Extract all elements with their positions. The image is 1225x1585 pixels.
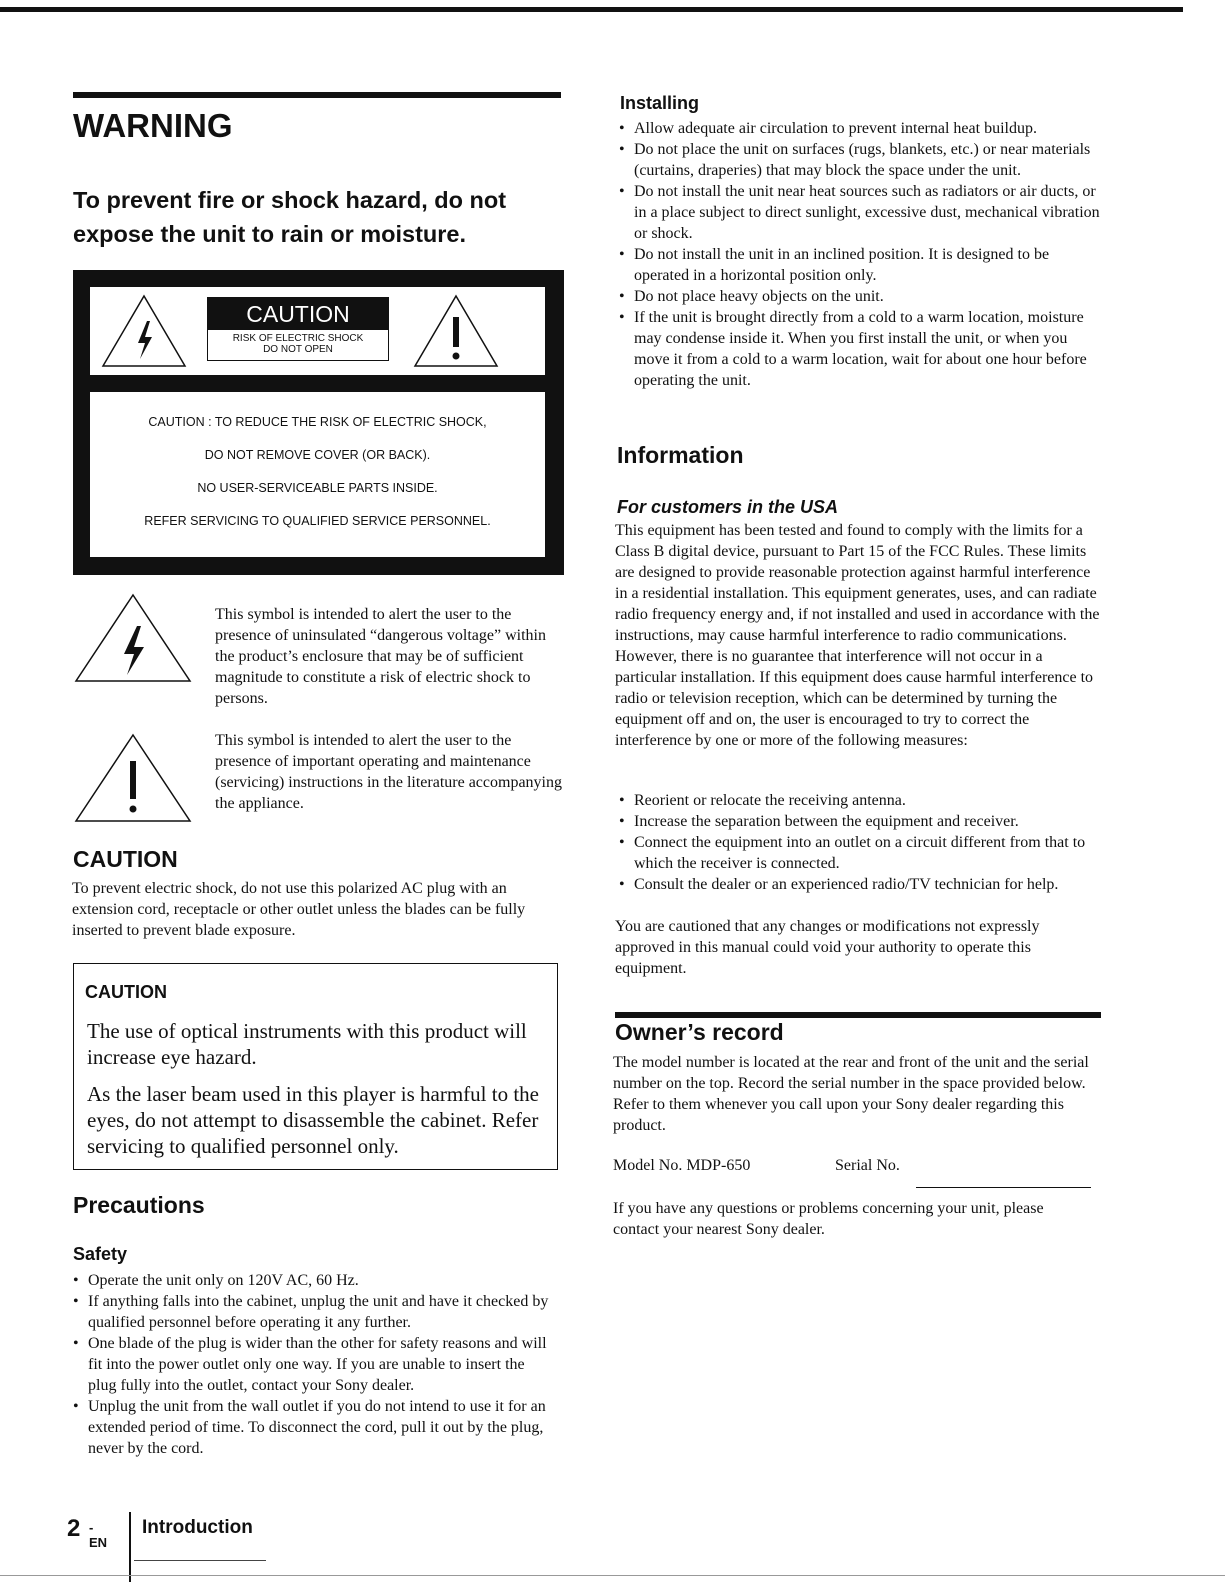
caution-line: CAUTION : TO REDUCE THE RISK OF ELECTRIC SHOCK, bbox=[148, 415, 487, 429]
installing-title: Installing bbox=[620, 93, 700, 113]
laser-caution-title: CAUTION bbox=[85, 982, 167, 1002]
bottom-rule bbox=[0, 1575, 1225, 1576]
serial-field bbox=[916, 1187, 1091, 1188]
caution-sticker-sub1: RISK OF ELECTRIC SHOCK bbox=[232, 333, 364, 344]
list-item: • Allow adequate air circulation to prevent internal heat buildup. bbox=[617, 118, 1102, 139]
owners-rule bbox=[615, 1012, 1101, 1018]
list-item: • Do not place heavy objects on the unit. bbox=[617, 286, 1102, 307]
caution-line: DO NOT REMOVE COVER (OR BACK). bbox=[204, 448, 431, 462]
owners-title: Owner’s record bbox=[615, 1019, 784, 1045]
caution-plug-text: To prevent electric shock, do not use this polarized AC plug with an extension cord, receptacle or other outlet unless the blades can be fully inserted to prevent blade exposure. bbox=[72, 880, 526, 939]
exclamation-symbol-text: This symbol is intended to alert the user to the presence of important operating and maintenance (servicing) instructions in the literature accompanying the appliance. bbox=[215, 732, 562, 812]
page-number: 2 bbox=[67, 1515, 81, 1542]
top-rule bbox=[0, 7, 1183, 12]
closing-text: You are cautioned that any changes or modifications not expressly approved in this manual could void your authority to operate this equipment. bbox=[615, 918, 1040, 977]
laser-caution-box bbox=[73, 963, 558, 1170]
list-item: • If anything falls into the cabinet, unplug the unit and have it checked by qualified personnel before operating it any further. bbox=[71, 1291, 549, 1333]
caution-plug-title: CAUTION bbox=[73, 846, 178, 872]
laser-caution-p2: As the laser beam used in this player is harmful to the eyes, do not attempt to disassemble the cabinet. Refer servicing to qualified personnel only. bbox=[87, 1082, 539, 1158]
footer-divider bbox=[129, 1512, 131, 1582]
precautions-title: Precautions bbox=[73, 1192, 205, 1218]
warning-title: WARNING bbox=[73, 107, 233, 144]
warning-rule bbox=[73, 92, 561, 98]
section-title: Introduction bbox=[142, 1517, 253, 1538]
exclamation-warning-icon bbox=[412, 293, 500, 369]
list-item: • Do not place the unit on surfaces (rugs, blankets, etc.) or near materials (curtains, draperies) that may block the space under the unit. bbox=[617, 139, 1102, 181]
list-item: • Consult the dealer or an experienced radio/TV technician for help. bbox=[617, 874, 1092, 895]
page-lang: -EN bbox=[89, 1520, 108, 1550]
caution-label-text bbox=[90, 392, 545, 557]
list-item: • Reorient or relocate the receiving antenna. bbox=[617, 790, 1092, 811]
safety-list bbox=[71, 1270, 549, 1459]
caution-line: NO USER-SERVICEABLE PARTS INSIDE. bbox=[197, 481, 438, 495]
caution-sticker bbox=[207, 297, 389, 361]
list-item: • Do not install the unit near heat sources such as radiators or air ducts, or in a place subject to direct sunlight, excessive dust, mechanical vibration or shock. bbox=[617, 181, 1102, 244]
exclamation-symbol-icon bbox=[73, 733, 193, 825]
serial-label: Serial No. bbox=[835, 1157, 900, 1174]
lightning-warning-icon bbox=[100, 293, 188, 369]
list-item: • One blade of the plug is wider than the other for safety reasons and will fit into the power outlet only one way. If you are unable to insert the plug fully into the outlet, contact your Sony dealer. bbox=[71, 1333, 549, 1396]
warning-lead: To prevent fire or shock hazard, do not expose the unit to rain or moisture. bbox=[73, 187, 507, 247]
caution-label-top bbox=[90, 287, 545, 375]
list-item: • If the unit is brought directly from a cold to a warm location, moisture may condense inside it. When you first install the unit, or when you move it from a cold to a warm location, wait for about one hour before operating the unit. bbox=[617, 307, 1102, 391]
contact-text: If you have any questions or problems concerning your unit, please contact your nearest Sony dealer. bbox=[613, 1200, 1044, 1238]
model-number: Model No. MDP-650 bbox=[613, 1157, 751, 1174]
safety-title: Safety bbox=[73, 1244, 128, 1264]
list-item: • Connect the equipment into an outlet on a circuit different from that to which the receiver is connected. bbox=[617, 832, 1092, 874]
caution-line: REFER SERVICING TO QUALIFIED SERVICE PERSONNEL. bbox=[144, 514, 491, 528]
laser-caution-p1: The use of optical instruments with this product will increase eye hazard. bbox=[87, 1019, 527, 1069]
lightning-symbol-text: This symbol is intended to alert the user to the presence of uninsulated “dangerous voltage” within the product’s enclosure that may be of sufficient magnitude to constitute a risk of electric shock to persons. bbox=[215, 606, 546, 707]
list-item: • Do not install the unit in an inclined position. It is designed to be operated in a horizontal position only. bbox=[617, 244, 1102, 286]
footer-underline bbox=[134, 1560, 266, 1561]
caution-label-panel bbox=[73, 270, 564, 575]
usa-text: This equipment has been tested and found to comply with the limits for a Class B digital device, pursuant to Part 15 of the FCC Rules. These limits are designed to provide reasonable protection against harmful interference in a residential installation. This equipment generates, uses, and can radiate radio frequency energy and, if not installed and used in accordance with the instructions, may cause harmful interference to radio communications. However, there is no guarantee that interference will not occur in a particular installation. If this equipment does cause harmful interference to radio or television reception, which can be determined by turning the equipment off and on, the user is encouraged to try to correct the interference by one or more of the following measures: bbox=[615, 522, 1100, 749]
measures-list bbox=[617, 790, 1092, 895]
lightning-symbol-icon bbox=[73, 593, 193, 685]
caution-sticker-title: CAUTION bbox=[208, 298, 388, 330]
owners-text: The model number is located at the rear and front of the unit and the serial number on the top. Record the serial number in the space provided below. Refer to them whenever you call upon your Sony dealer regarding this product. bbox=[613, 1054, 1089, 1134]
installing-list bbox=[617, 118, 1102, 391]
information-title: Information bbox=[617, 442, 744, 468]
list-item: • Increase the separation between the equipment and receiver. bbox=[617, 811, 1092, 832]
usa-title: For customers in the USA bbox=[617, 497, 839, 517]
list-item: • Operate the unit only on 120V AC, 60 Hz. bbox=[71, 1270, 549, 1291]
list-item: • Unplug the unit from the wall outlet if you do not intend to use it for an extended period of time. To disconnect the cord, pull it out by the plug, never by the cord. bbox=[71, 1396, 549, 1459]
caution-sticker-sub2: DO NOT OPEN bbox=[263, 344, 333, 355]
